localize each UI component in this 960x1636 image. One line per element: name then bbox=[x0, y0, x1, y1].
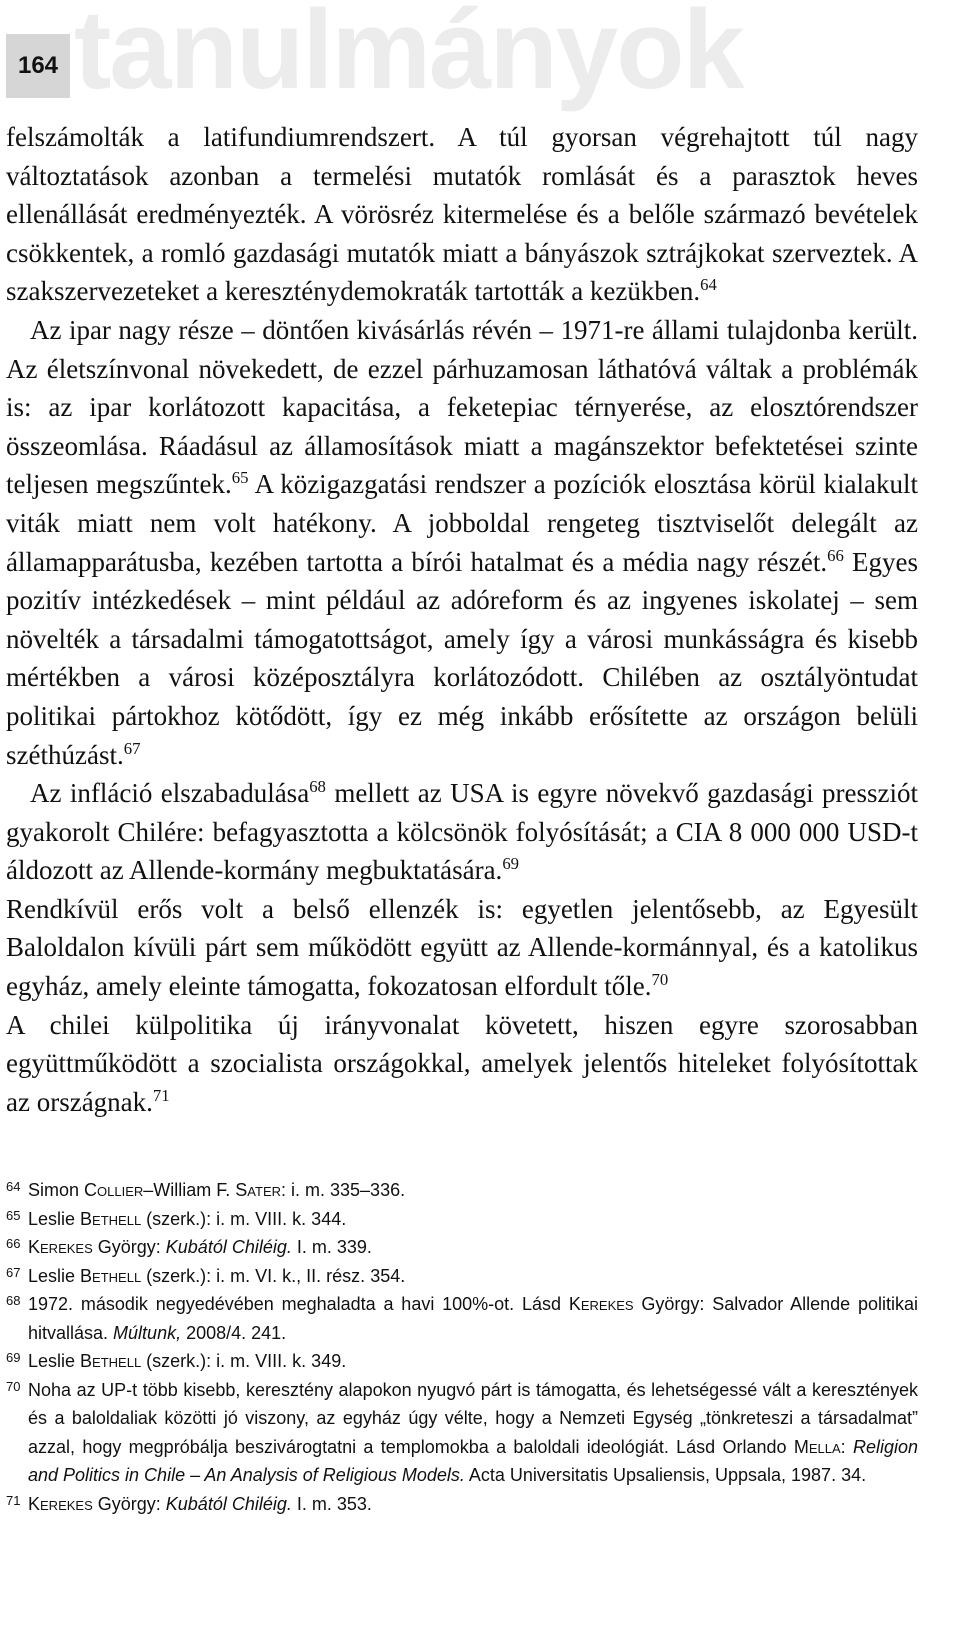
footnote-64: 64 Simon Collier–William F. Sater: i. m. 335–336. bbox=[6, 1176, 918, 1205]
section-title: tanulmányok bbox=[74, 0, 743, 112]
paragraph-5: A chilei külpolitika új irányvonalat követett, hiszen egyre szorosabban együttműködött a szocialista országokkal, amelyek jelentős hiteleket folyósítottak az országnak.$^{71}$ bbox=[6, 1009, 918, 1117]
footnote-ref-68[interactable]: 68 bbox=[309, 777, 326, 797]
paragraph-2: Az ipar nagy része – döntően kivásárlás révén – 1971-re állami tulajdonba került. Az életszínvonal növekedett, de ezzel párhuzamosan láthatóvá váltak a problémák is: az ipar korlátozott kapacitása, a feketepiac térnyerése, az elosztórendszer összeomlása. Ráadásul az államosítások miatt a magánszektor befektetései szinte teljesen megszűntek.$^{65}$ A közigazgatási rendszer a pozíciók elosztása körül kialakult viták miatt nem volt hatékony. A jobboldal rengeteg tisztviselőt delegált az államapparátusba, kezében tartotta a bírói hatalmat és a média nagy részét.$^{66}$ Egyes pozitív intézkedések – mint például az adóreform és az ingyenes iskolatej – sem növelték a társadalmi támogatottságot, amely így a városi munkásságra és kisebb mértékben a városi középosztályra korlátozódott. Chilében az osztályöntudat politikai pártokhoz kötődött, így ez még inkább erősítette az országon belüli széthúzást.$^{67}$ bbox=[6, 314, 919, 770]
footnote-number: 66 bbox=[6, 1236, 21, 1251]
footnote-number: 64 bbox=[6, 1179, 21, 1194]
footnote-number: 65 bbox=[6, 1207, 21, 1223]
footnote-65: 65 Leslie Bethell (szerk.): i. m. VIII. k. 344. bbox=[6, 1205, 918, 1234]
paragraph-1: felszámolták a latifundiumrendszert. A túl gyorsan végrehajtott túl nagy változtatások azonban a termelési mutatók romlását és a parasztok heves ellenállását eredményezték. A vörösréz kitermelése és a belőle származó bevételek csökkentek, a romló gazdasági mutatók miatt a bányászok sztrájkokat szerveztek. A szakszervezeteket a kereszténydemokraták tartották a kezükben.$^{64}$ bbox=[6, 122, 918, 307]
footnote-70: 70 Noha az UP-t több kisebb, keresztény alapokon nyugvó párt is támogatta, és lehetségessé vált a keresztények és a baloldaliak közötti jó viszony, az egyház úgy vélte, hogy a Nemzeti Egység „tönkreteszi a társadalmat” azzal, hogy megpróbálja beszivárogtatni a templomokba a baloldali ideológiát. Lásd Orlando Mella: Religion and Politics in Chile – An Analysis of Religious Models. Acta Universitatis Upsaliensis, Uppsala, 1987. 34. bbox=[6, 1376, 918, 1490]
footnote-ref-64[interactable]: 64 bbox=[700, 275, 717, 295]
footnote-71: 71 Kerekes György: Kubától Chiléig. I. m. 353. bbox=[6, 1490, 918, 1519]
paragraph-3: Az infláció elszabadulása$^{68}$ mellett az USA is egyre növekvő gazdasági pressziót gyakorolt Chilére: befagyasztotta a kölcsönök folyósítását; a CIA 8 000 000 USD-t áldozott az Allende-kormány megbuktatására.$^{69}$ bbox=[6, 777, 918, 886]
paragraph-4: Rendkívül erős volt a belső ellenzék is: egyetlen jelentősebb, az Egyesült Baloldalon kívüli párt sem működött együtt az Allende-kormánnyal, és a katolikus egyház, amely eleinte támogatta, fokozatosan elfordult tőle.$^{70}$ bbox=[6, 893, 918, 1002]
page-header bbox=[0, 0, 960, 110]
footnote-ref-69[interactable]: 69 bbox=[502, 854, 520, 874]
footnote-ref-70[interactable]: 70 bbox=[651, 970, 669, 990]
footnote-67: 67 Leslie Bethell (szerk.): i. m. VI. k., II. rész. 354. bbox=[6, 1262, 918, 1291]
footnotes bbox=[6, 1176, 918, 1518]
footnote-number: 67 bbox=[6, 1264, 21, 1280]
footnote-number: 68 bbox=[6, 1293, 21, 1308]
footnote-number: 71 bbox=[6, 1492, 21, 1508]
footnote-66: 66 Kerekes György: Kubától Chiléig. I. m. 339. bbox=[6, 1233, 918, 1262]
footnote-69: 69 Leslie Bethell (szerk.): i. m. VIII. k. 349. bbox=[6, 1347, 918, 1376]
footnote-number: 69 bbox=[6, 1350, 21, 1365]
footnote-number: 70 bbox=[6, 1378, 21, 1394]
footnote-ref-71[interactable]: 71 bbox=[152, 1085, 170, 1105]
page-number: 164 bbox=[6, 34, 70, 98]
body-text bbox=[6, 118, 918, 1121]
footnote-ref-65[interactable]: 65 bbox=[231, 468, 249, 488]
footnote-68: 68 1972. második negyedévében meghaladta a havi 100%-ot. Lásd Kerekes György: Salvador Allende politikai hitvallása. Múltunk, 2008/4. 241. bbox=[6, 1290, 918, 1347]
footnote-ref-67[interactable]: 67 bbox=[123, 738, 141, 758]
footnote-ref-66[interactable]: 66 bbox=[827, 545, 844, 565]
